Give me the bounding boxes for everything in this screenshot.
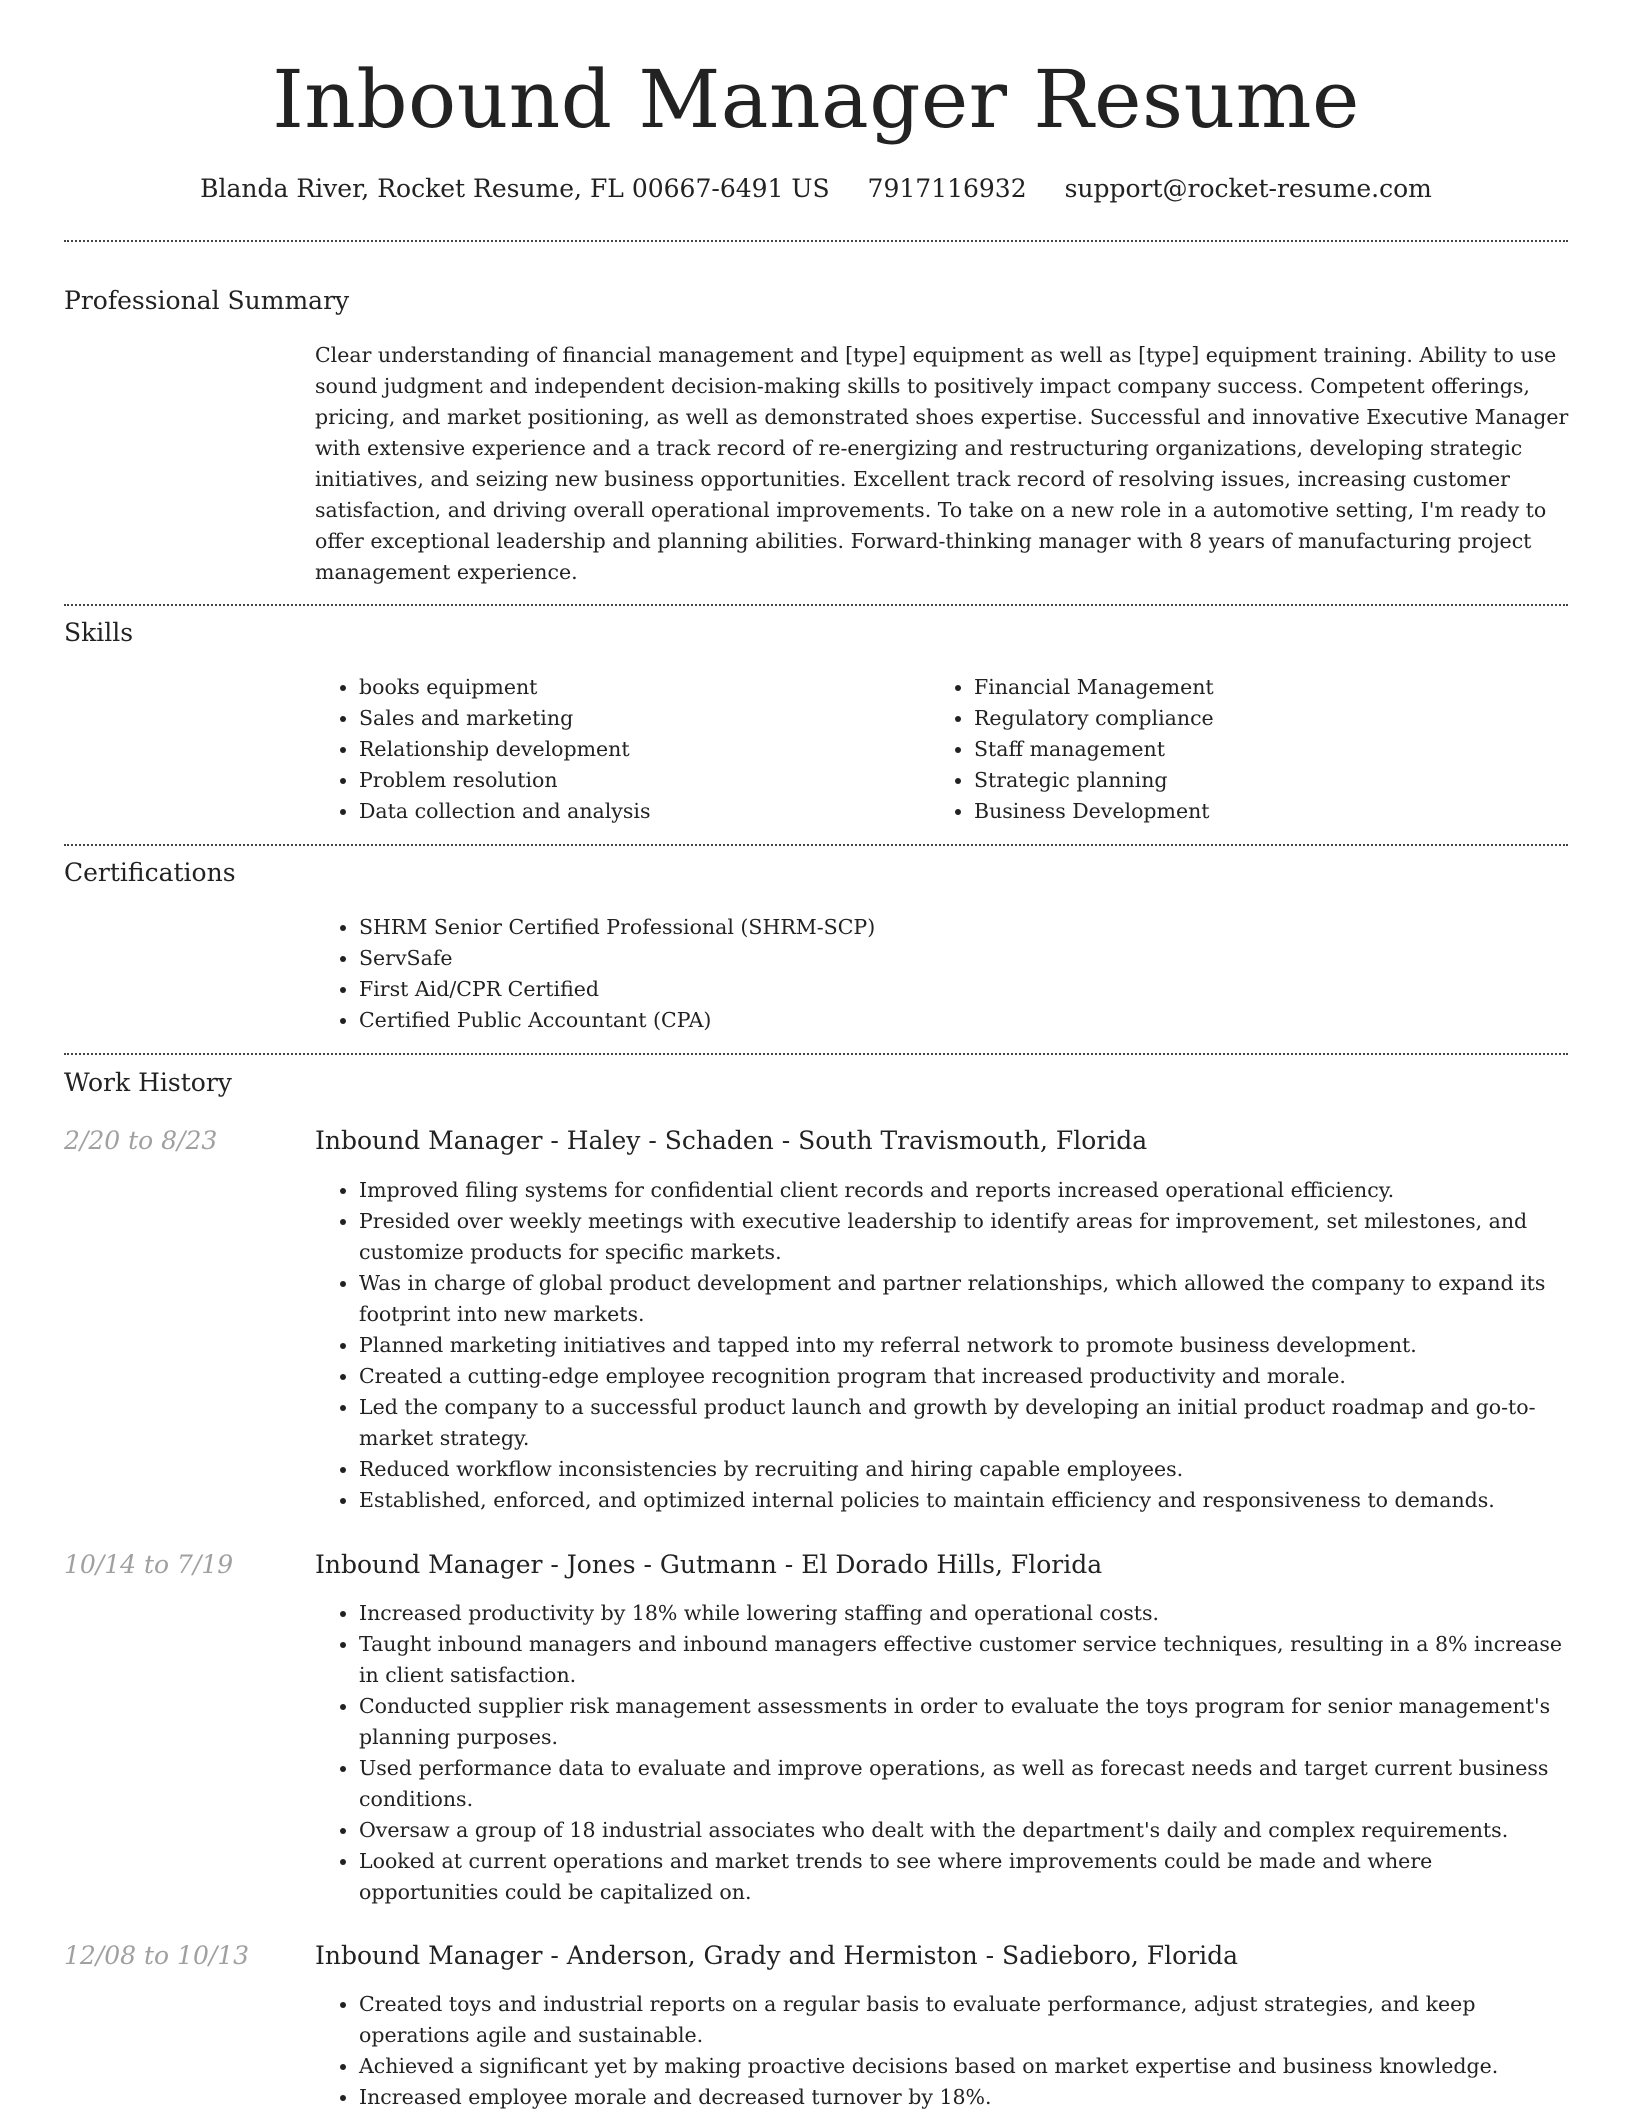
job-bullet: • Was in charge of global product development and partner relationships, which allowed the company to expand its footprint into new markets. — [359, 1268, 1570, 1330]
certifications-list — [315, 912, 1559, 1036]
skills-list-left — [315, 672, 919, 827]
job-bullets — [315, 1989, 1570, 2113]
job-bullets — [315, 1598, 1570, 1908]
skills-list-right — [930, 672, 1534, 827]
job-bullet: • Created a cutting-edge employee recognition program that increased productivity and morale. — [359, 1361, 1570, 1392]
summary-heading: Professional Summary — [64, 286, 350, 315]
resume-title: Inbound Manager Resume — [272, 53, 1360, 146]
skill-item: • Regulatory compliance — [974, 703, 1534, 734]
job-date: 10/14 to 7/19 — [64, 1550, 234, 1579]
job-bullet: • Reduced workflow inconsistencies by recruiting and hiring capable employees. — [359, 1454, 1570, 1485]
certification-item: • ServSafe — [359, 943, 1559, 974]
skill-item: • Problem resolution — [359, 765, 919, 796]
skill-item: • Financial Management — [974, 672, 1534, 703]
work-history-heading: Work History — [64, 1068, 232, 1097]
contact-email: support@rocket-resume.com — [1064, 174, 1432, 203]
job-bullet: • Taught inbound managers and inbound managers effective customer service techniques, resulting in a 8% increase in client satisfaction. — [359, 1629, 1570, 1691]
skill-item: • Strategic planning — [974, 765, 1534, 796]
certification-item: • SHRM Senior Certified Professional (SHRM-SCP) — [359, 912, 1559, 943]
job-title: Inbound Manager - Jones - Gutmann - El Dorado Hills, Florida — [315, 1550, 1103, 1579]
job-title: Inbound Manager - Anderson, Grady and Hermiston - Sadieboro, Florida — [315, 1941, 1239, 1970]
certification-item: • Certified Public Accountant (CPA) — [359, 1005, 1559, 1036]
certifications-heading: Certifications — [64, 858, 236, 887]
job-bullet: • Increased employee morale and decreased turnover by 18%. — [359, 2082, 1570, 2113]
job-bullet: • Created toys and industrial reports on a regular basis to evaluate performance, adjust strategies, and keep operations agile and sustainable. — [359, 1989, 1570, 2051]
skills-heading: Skills — [64, 618, 134, 647]
job-bullet: • Oversaw a group of 18 industrial associates who dealt with the department's daily and complex requirements. — [359, 1815, 1570, 1846]
job-bullet: • Used performance data to evaluate and improve operations, as well as forecast needs and target current business conditions. — [359, 1753, 1570, 1815]
job-bullets — [315, 1175, 1570, 1516]
section-divider — [64, 1053, 1568, 1055]
contact-line — [0, 172, 1632, 206]
job-title: Inbound Manager - Haley - Schaden - South Travismouth, Florida — [315, 1126, 1148, 1155]
job-bullet: • Achieved a significant yet by making proactive decisions based on market expertise and business knowledge. — [359, 2051, 1570, 2082]
skill-item: • Sales and marketing — [359, 703, 919, 734]
job-bullet: • Looked at current operations and market trends to see where improvements could be made and where opportunities could be capitalized on. — [359, 1846, 1570, 1908]
job-date: 2/20 to 8/23 — [64, 1126, 218, 1155]
job-bullet: • Improved filing systems for confidential client records and reports increased operational efficiency. — [359, 1175, 1570, 1206]
contact-phone: 7917116932 — [867, 174, 1027, 203]
job-bullet: • Established, enforced, and optimized internal policies to maintain efficiency and responsiveness to demands. — [359, 1485, 1570, 1516]
skill-item: • Relationship development — [359, 734, 919, 765]
job-bullet: • Increased productivity by 18% while lowering staffing and operational costs. — [359, 1598, 1570, 1629]
job-bullet: • Conducted supplier risk management assessments in order to evaluate the toys program for senior management's planning purposes. — [359, 1691, 1570, 1753]
contact-address: Blanda River, Rocket Resume, FL 00667-6491 US — [200, 174, 830, 203]
job-bullet: • Led the company to a successful product launch and growth by developing an initial product roadmap and go-to-market strategy. — [359, 1392, 1570, 1454]
job-date: 12/08 to 10/13 — [64, 1941, 250, 1970]
job-bullet: • Planned marketing initiatives and tapped into my referral network to promote business development. — [359, 1330, 1570, 1361]
summary-text: Clear understanding of financial management and [type] equipment as well as [type] equipment training. Ability to use sound judgment and independent decision-making skills to positively impact company success. Competent offerings, pricing, and market positioning, as well as demonstrated shoes expertise. Successful and innovative Executive Manager with extensive experience and a track record of re-energizing and restructuring organizations, developing strategic initiatives, and seizing new business opportunities. Excellent track record of resolving issues, increasing customer satisfaction, and driving overall operational improvements. To take on a new role in a automotive setting, I'm ready to offer exceptional leadership and planning abilities. Forward-thinking manager with 8 years of manufacturing project management experience. — [315, 343, 1569, 584]
skill-item: • books equipment — [359, 672, 919, 703]
skill-item: • Business Development — [974, 796, 1534, 827]
certification-item: • First Aid/CPR Certified — [359, 974, 1559, 1005]
job-bullet: • Presided over weekly meetings with executive leadership to identify areas for improvement, set milestones, and customize products for specific markets. — [359, 1206, 1570, 1268]
section-divider — [64, 240, 1568, 242]
skill-item: • Data collection and analysis — [359, 796, 919, 827]
section-divider — [64, 844, 1568, 846]
skill-item: • Staff management — [974, 734, 1534, 765]
section-divider — [64, 604, 1568, 606]
